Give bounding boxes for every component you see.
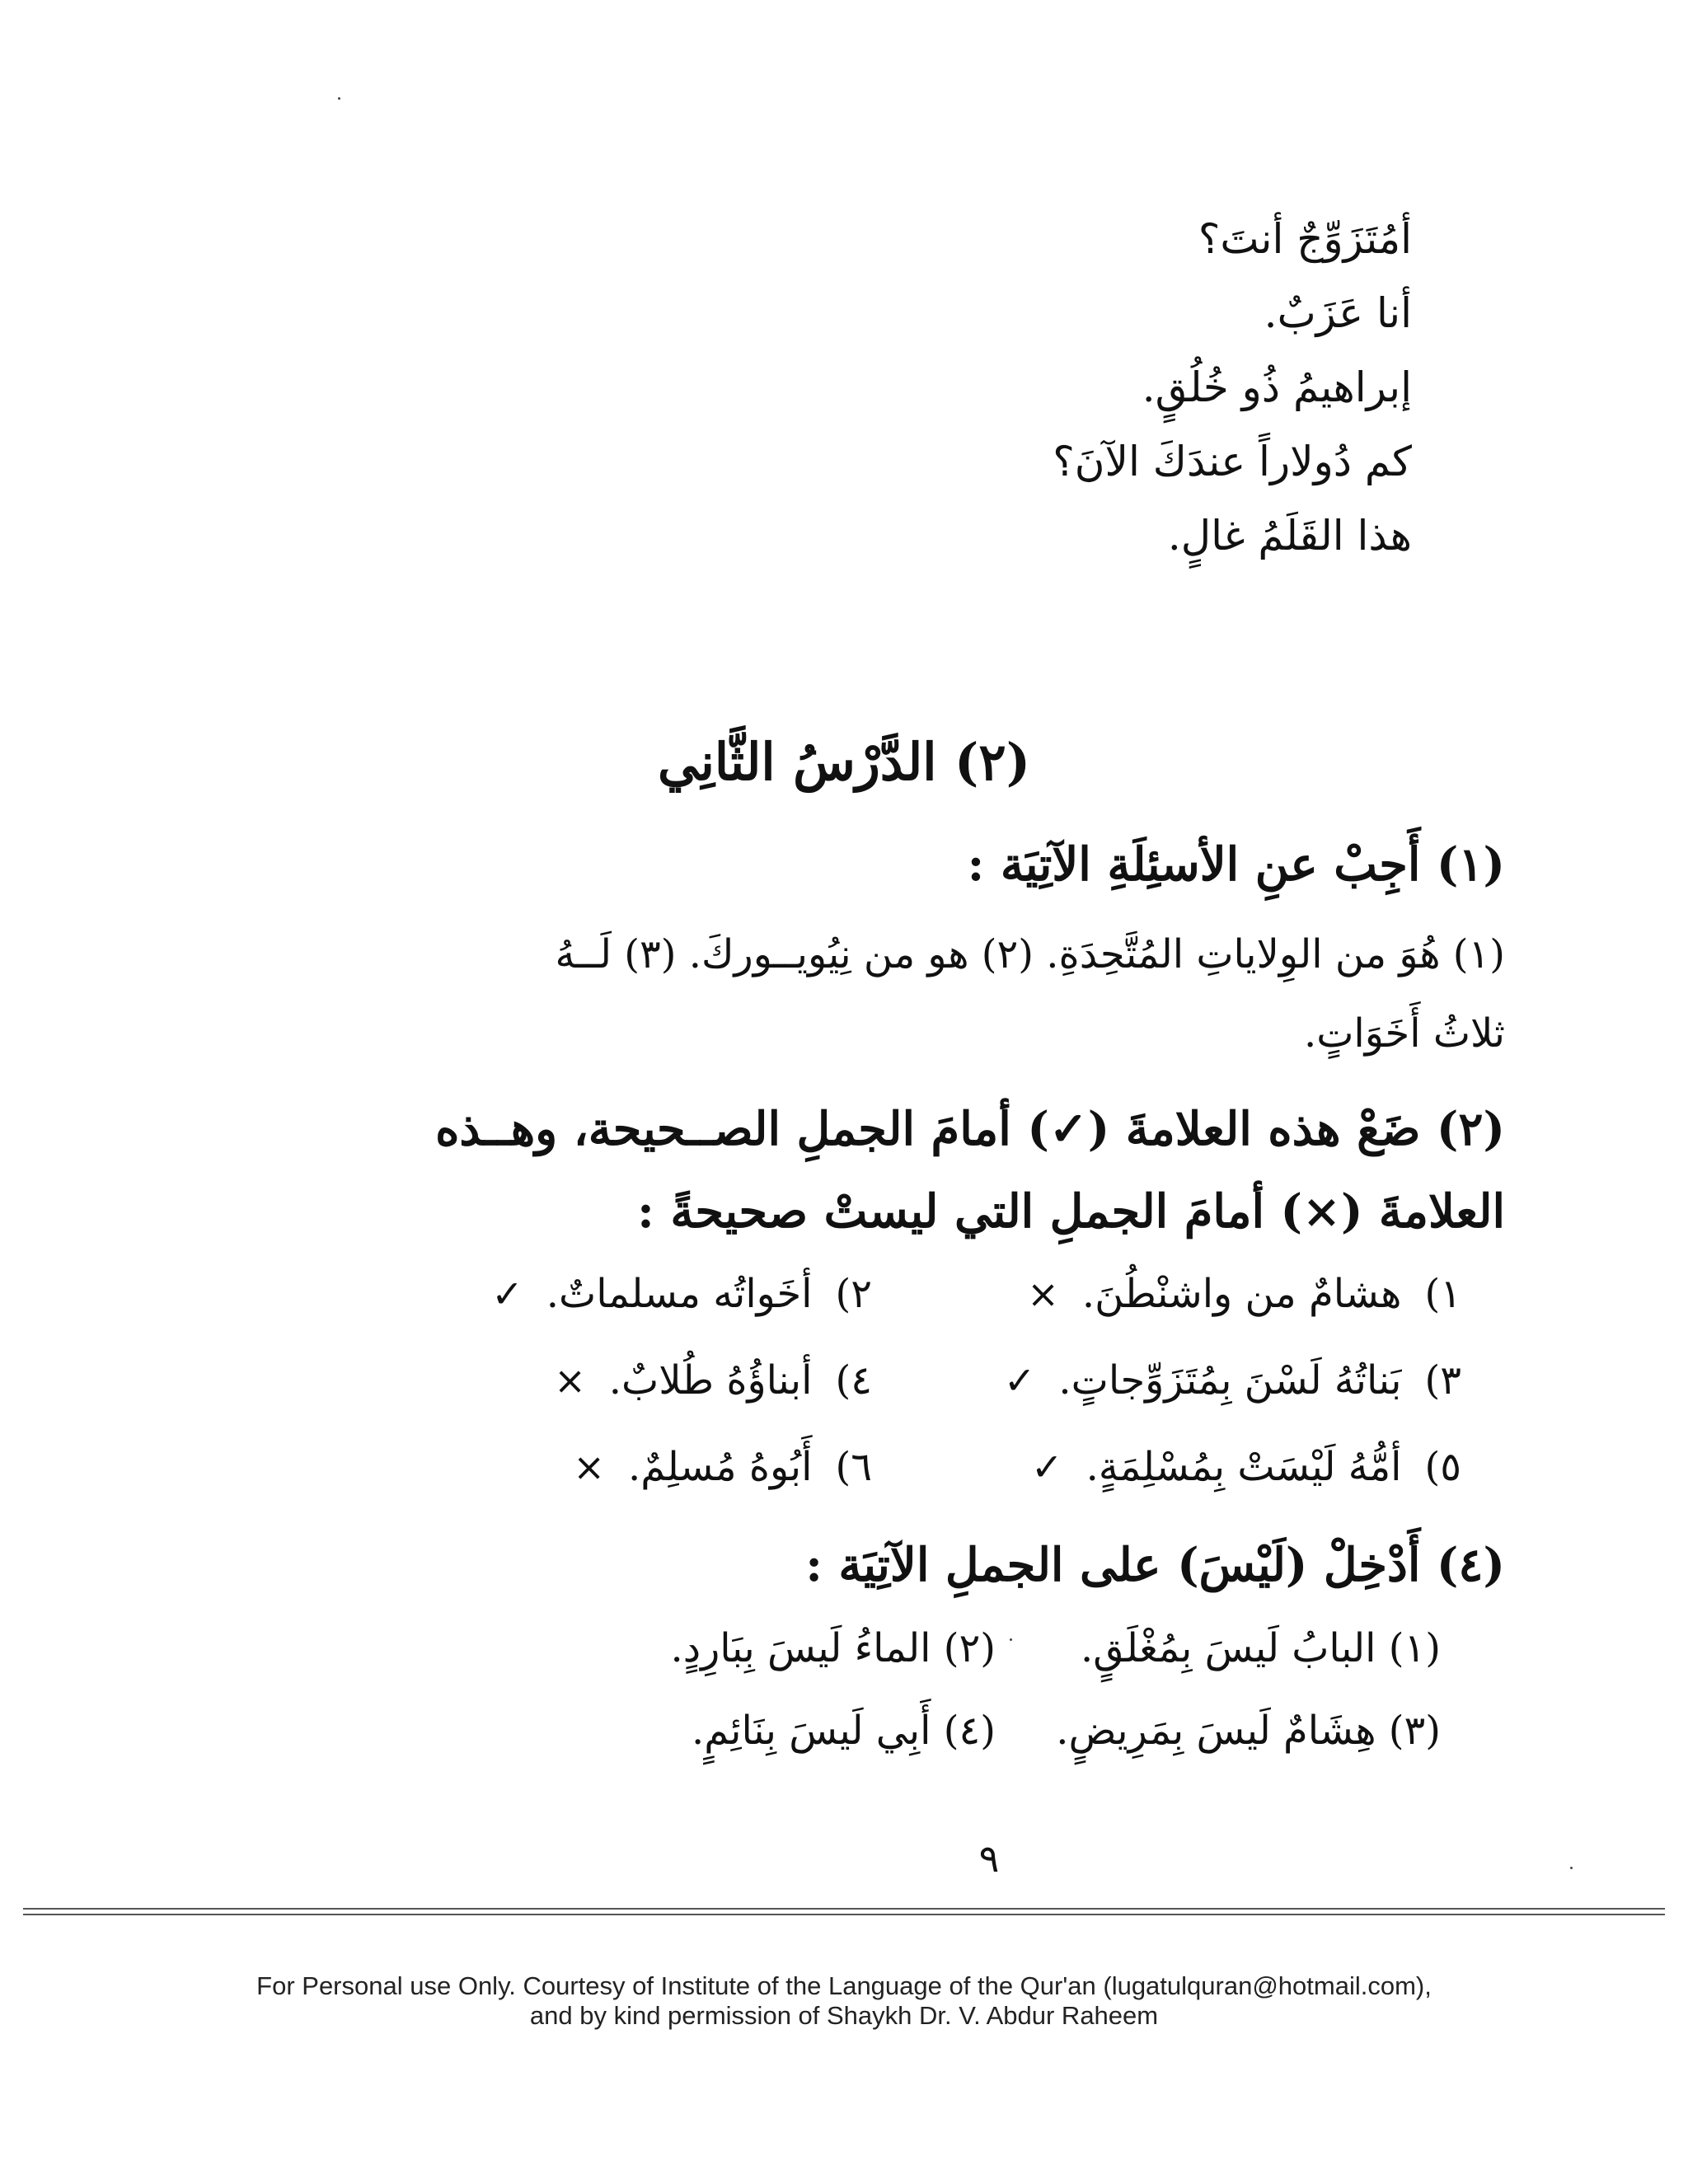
footer-line2: and by kind permission of Shaykh Dr. V. Abdur Raheem — [529, 2001, 1159, 2030]
item-text: بَناتُهُ لَسْنَ بِمُتَزَوِّجاتٍ. — [1058, 1357, 1402, 1404]
exercise4-item: (٣) هِشَامٌ لَيسَ بِمَرِيضٍ. — [1056, 1708, 1441, 1754]
exercise4-item: (١) البابُ لَيسَ بِمُغْلَقٍ. — [1080, 1625, 1441, 1671]
check-mark-icon: ✓ — [1003, 1358, 1036, 1403]
section1-answers — [186, 915, 1505, 1073]
section2-heading-line1: (٢) ضَعْ هذه العلامةَ (✓) أمامَ الجملِ الصــحيحة، وهــذه — [435, 1102, 1505, 1156]
exercise-item — [1027, 1261, 1461, 1327]
scan-speck — [1010, 1638, 1012, 1641]
footer-line1: For Personal use Only. Courtesy of Institute of the Language of the Qur'an (lugatulquran@hotmail.com), — [256, 1971, 1432, 2000]
divider-line — [23, 1908, 1665, 1910]
footer — [0, 1971, 1688, 2031]
check-mark-icon: ✓ — [1031, 1445, 1063, 1489]
divider-line — [23, 1914, 1665, 1915]
answer-line: ثلاثُ أَخَوَاتٍ. — [1303, 1010, 1505, 1057]
exercise-item — [1004, 1347, 1461, 1413]
answer-line: (١) هُوَ من الوِلاياتِ المُتَّحِدَةِ. (٢) هو من نِيُويــوركَ. (٣) لَــهُ — [555, 931, 1505, 977]
item-text: أخَواتُه مسلماتٌ. — [546, 1271, 813, 1317]
item-text: أمُّهُ لَيْسَتْ بِمُسْلِمَةٍ. — [1085, 1444, 1402, 1490]
item-number: ١) — [1424, 1271, 1461, 1317]
cross-mark-icon: × — [1027, 1272, 1059, 1316]
exercise4-item: (٢) الماءُ لَيسَ بِبَارِدٍ. — [670, 1625, 996, 1671]
item-number: ٥) — [1424, 1444, 1461, 1490]
exercise-item — [573, 1434, 872, 1500]
section2-heading-line2: العلامةَ (×) أمامَ الجملِ التي ليستْ صحيحةً : — [637, 1184, 1505, 1239]
check-mark-icon: ✓ — [491, 1272, 523, 1316]
item-text: هشامٌ من واشنْطُنَ. — [1081, 1271, 1402, 1317]
exercise-item — [491, 1261, 872, 1327]
sentence-line: هذا القَلَمُ غالٍ. — [1167, 512, 1412, 560]
section4-heading: (٤) أَدْخِلْ (لَيْسَ) على الجملِ الآتِيَة : — [805, 1538, 1505, 1592]
sentence-line: إبراهيمُ ذُو خُلُقٍ. — [1142, 363, 1412, 411]
item-text: أَبُوهُ مُسلِمٌ. — [627, 1444, 813, 1490]
practice-sentences — [835, 202, 1412, 573]
lesson-title: (٢) الدَّرْسُ الثَّانِي — [657, 732, 1031, 792]
cross-mark-icon: × — [573, 1445, 605, 1489]
page-number: ٩ — [978, 1836, 1000, 1881]
item-number: ٣) — [1424, 1357, 1461, 1404]
item-number: ٤) — [835, 1357, 872, 1404]
sentence-line: أمُتَزَوِّجٌ أنتَ؟ — [1198, 215, 1412, 263]
scan-speck — [1570, 1867, 1573, 1869]
sentence-line: كم دُولاراً عندَكَ الآنَ؟ — [1053, 438, 1412, 485]
exercise-item — [554, 1347, 872, 1413]
exercise-item — [1031, 1434, 1461, 1500]
item-number: ٦) — [835, 1444, 872, 1490]
scan-speck — [338, 97, 340, 100]
item-number: ٢) — [835, 1271, 872, 1317]
cross-mark-icon: × — [554, 1358, 586, 1403]
section2-heading — [186, 1088, 1505, 1253]
item-text: أبناؤُهُ طُلابٌ. — [608, 1357, 813, 1404]
section1-heading: (١) أَجِبْ عنِ الأسئِلَةِ الآتِيَة : — [967, 837, 1505, 892]
sentence-line: أنا عَزَبٌ. — [1264, 289, 1412, 337]
exercise4-item: (٤) أَبِي لَيسَ بِنَائِمٍ. — [691, 1708, 996, 1754]
